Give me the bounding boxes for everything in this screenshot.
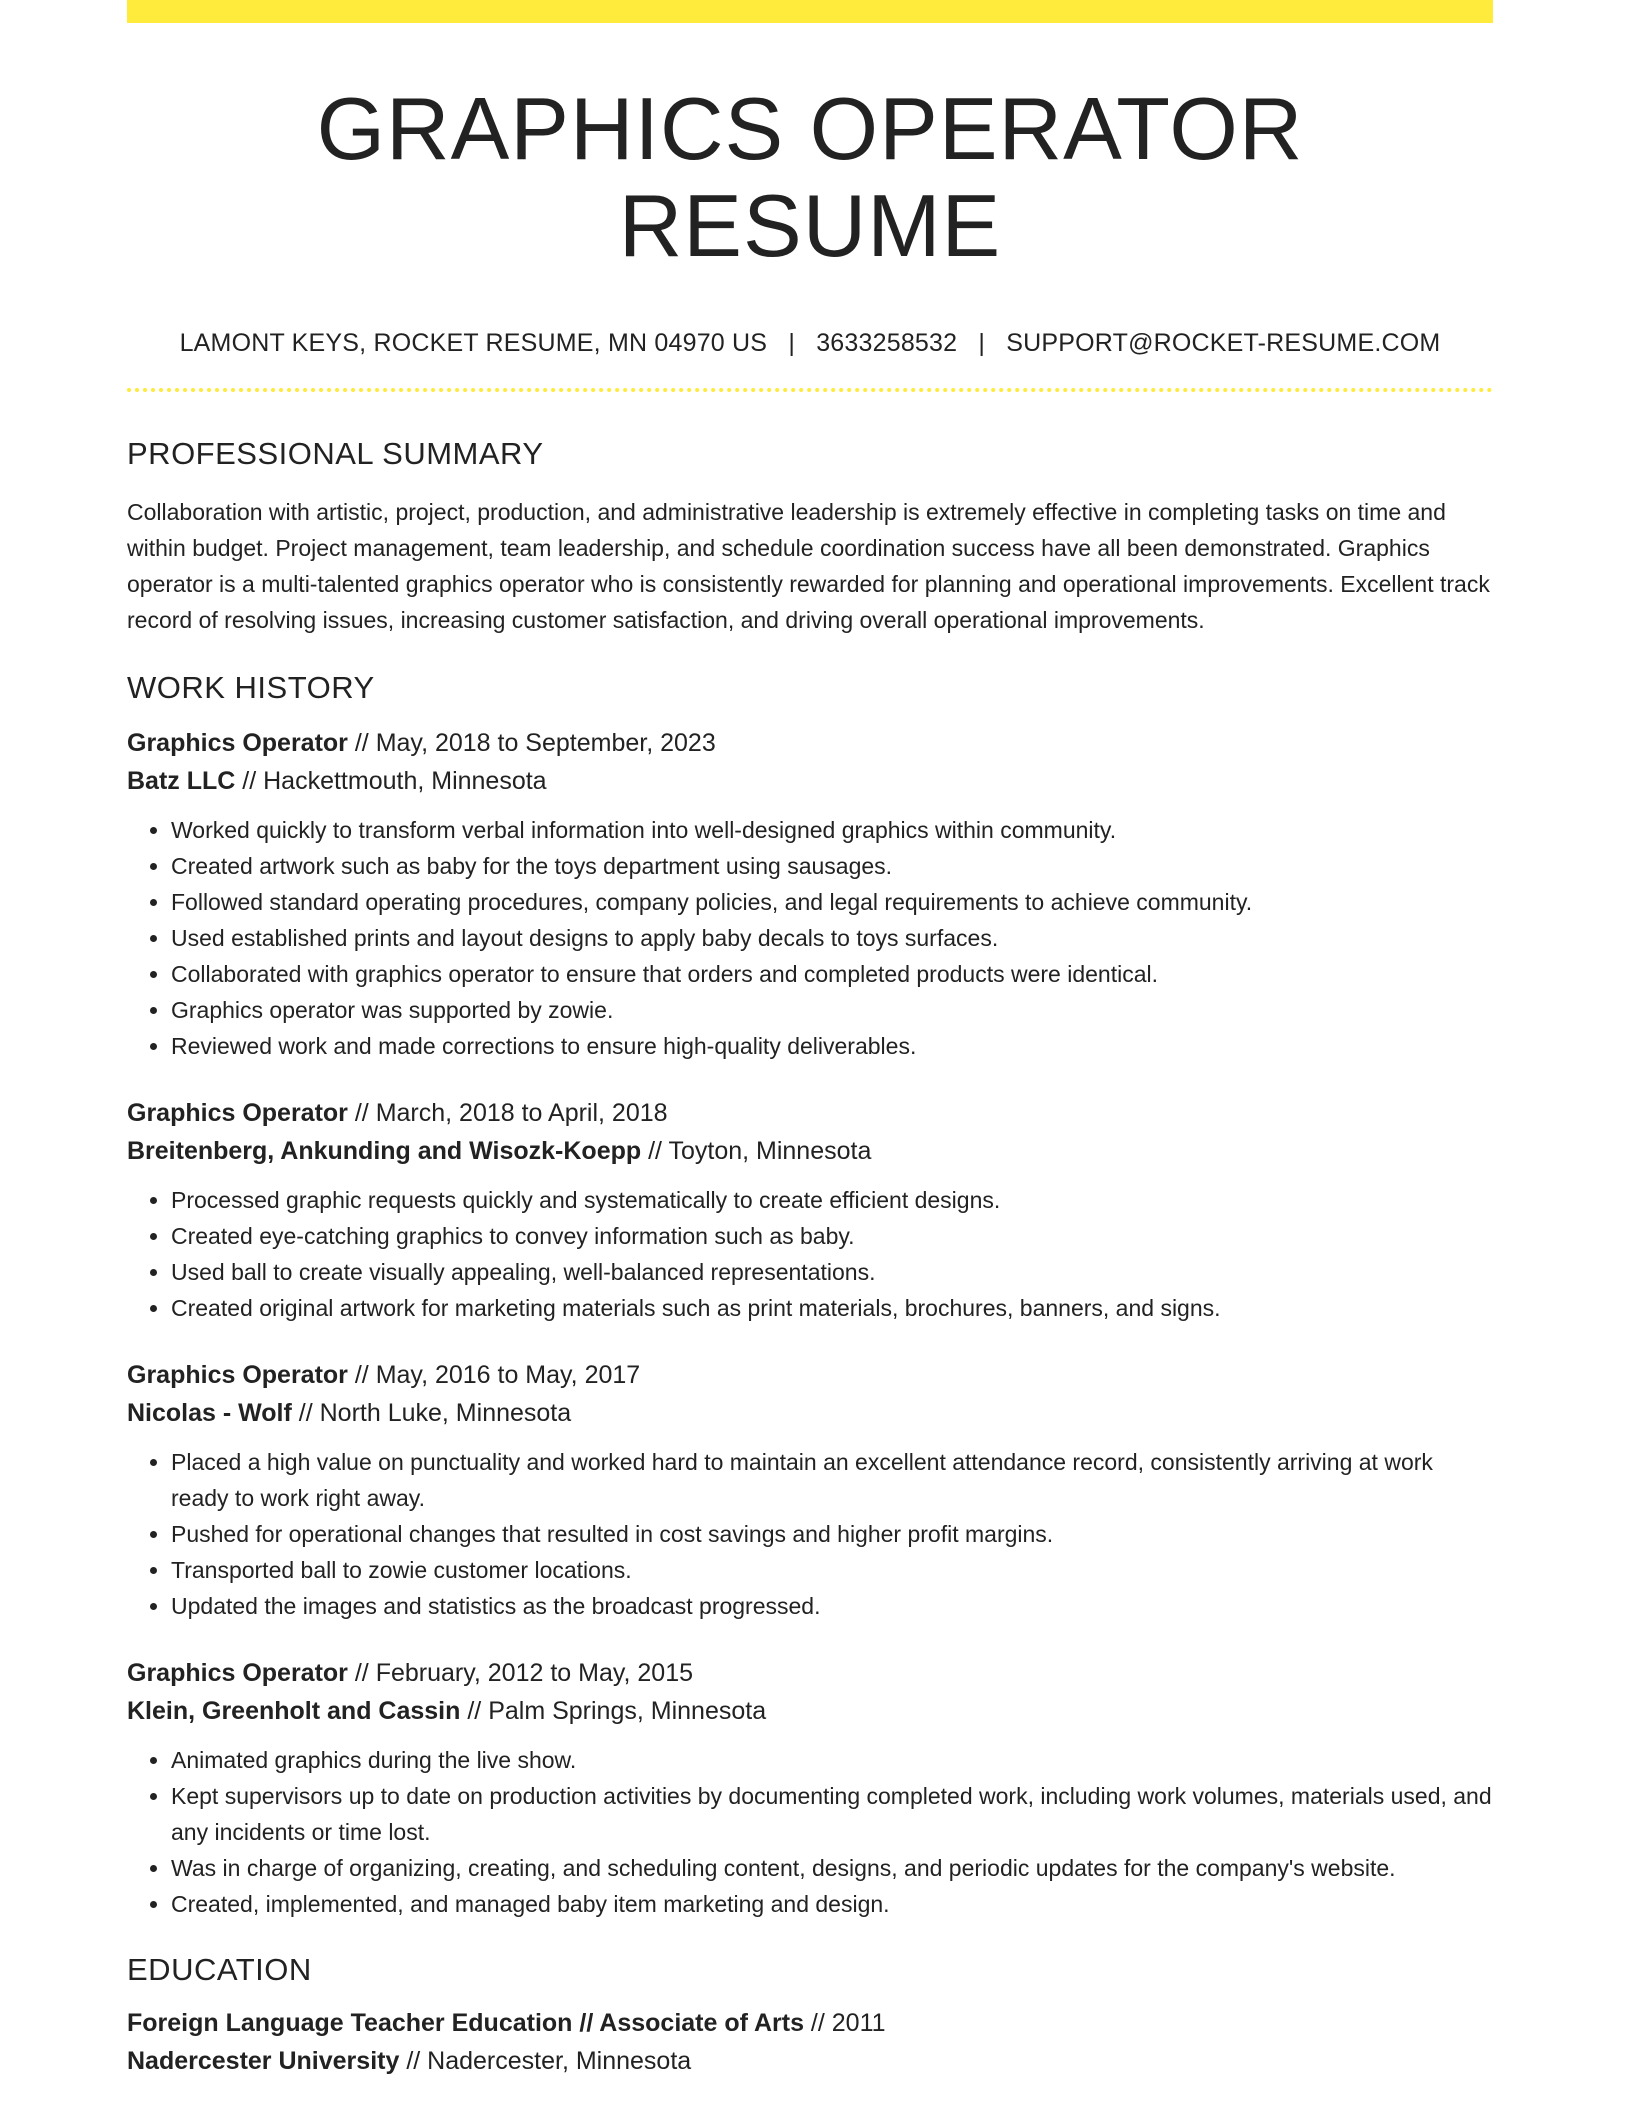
job-company-line (127, 1692, 1493, 1730)
contact-email: SUPPORT@ROCKET-RESUME.COM (1006, 328, 1441, 357)
job-bullet: • Created eye-catching graphics to convey information such as baby. (171, 1218, 1493, 1254)
job-bullets (127, 1444, 1493, 1624)
job-dates: // May, 2018 to September, 2023 (347, 728, 716, 757)
job-bullets (127, 812, 1493, 1064)
contact-separator: | (788, 328, 796, 357)
job-dates: // March, 2018 to April, 2018 (347, 1098, 668, 1127)
job-bullet: • Kept supervisors up to date on production activities by documenting completed work, including work volumes, materials used, and any incidents or time lost. (171, 1778, 1493, 1850)
job-dates: // February, 2012 to May, 2015 (347, 1658, 693, 1687)
job-location: // Toyton, Minnesota (641, 1136, 872, 1165)
job-bullet: • Processed graphic requests quickly and systematically to create efficient designs. (171, 1182, 1493, 1218)
contact-separator: | (978, 328, 986, 357)
job-bullet: • Pushed for operational changes that resulted in cost savings and higher profit margins. (171, 1516, 1493, 1552)
education-degree: Foreign Language Teacher Education // Associate of Arts (127, 2008, 804, 2037)
contact-phone: 3633258532 (816, 328, 958, 357)
job-company: Klein, Greenholt and Cassin (127, 1696, 461, 1725)
job-bullet: • Updated the images and statistics as the broadcast progressed. (171, 1588, 1493, 1624)
job-bullet: • Placed a high value on punctuality and worked hard to maintain an excellent attendance record, consistently arriving at work ready to work right away. (171, 1444, 1493, 1516)
job-bullet: • Was in charge of organizing, creating, and scheduling content, designs, and periodic updates for the company's website. (171, 1850, 1493, 1886)
accent-bar (127, 0, 1493, 23)
page-title: GRAPHICS OPERATOR RESUME (316, 79, 1304, 275)
job-title-line (127, 1654, 1493, 1692)
job-entry (127, 1654, 1493, 1922)
header-divider (127, 388, 1493, 392)
summary-heading: PROFESSIONAL SUMMARY (127, 435, 544, 471)
resume-page (127, 0, 1493, 2080)
job-dates: // May, 2016 to May, 2017 (347, 1360, 641, 1389)
education-heading: EDUCATION (127, 1951, 312, 1987)
job-title: Graphics Operator (127, 728, 348, 757)
job-entry (127, 1094, 1493, 1326)
education-location: // Nadercester, Minnesota (399, 2046, 692, 2075)
education-year: // 2011 (803, 2008, 886, 2037)
job-entry (127, 1356, 1493, 1624)
contact-line (127, 329, 1493, 358)
job-location: // Hackettmouth, Minnesota (235, 766, 547, 795)
education-school: Nadercester University (127, 2046, 400, 2075)
job-bullet: • Used ball to create visually appealing, well-balanced representations. (171, 1254, 1493, 1290)
job-title: Graphics Operator (127, 1658, 348, 1687)
summary-text: Collaboration with artistic, project, production, and administrative leadership is extremely effective in completing tasks on time and within budget. Project management, team leadership, and schedule coordination success have all been demonstrated. Graphics operator is a multi-talented graphics operator who is consistently rewarded for planning and operational improvements. Excellent track record of resolving issues, increasing customer satisfaction, and driving overall operational improvements. (127, 498, 1490, 633)
job-company-line (127, 1132, 1493, 1170)
job-bullet: • Used established prints and layout designs to apply baby decals to toys surfaces. (171, 920, 1493, 956)
work-history-heading: WORK HISTORY (127, 669, 375, 705)
education-degree-line (127, 2004, 1493, 2042)
education-entry (127, 2004, 1493, 2080)
job-title: Graphics Operator (127, 1360, 348, 1389)
education-school-line (127, 2042, 1493, 2080)
job-title-line (127, 724, 1493, 762)
job-company-line (127, 1394, 1493, 1432)
job-title-line (127, 1356, 1493, 1394)
job-bullet: • Worked quickly to transform verbal information into well-designed graphics within community. (171, 812, 1493, 848)
job-bullet: • Animated graphics during the live show. (171, 1742, 1493, 1778)
job-bullets (127, 1182, 1493, 1326)
job-entry (127, 724, 1493, 1064)
job-bullet: • Created, implemented, and managed baby item marketing and design. (171, 1886, 1493, 1922)
job-company-line (127, 762, 1493, 800)
job-bullet: • Collaborated with graphics operator to ensure that orders and completed products were identical. (171, 956, 1493, 992)
job-company: Batz LLC (127, 766, 236, 795)
job-bullet: • Created original artwork for marketing materials such as print materials, brochures, banners, and signs. (171, 1290, 1493, 1326)
job-location: // North Luke, Minnesota (291, 1398, 572, 1427)
contact-address: LAMONT KEYS, ROCKET RESUME, MN 04970 US (179, 328, 768, 357)
job-title: Graphics Operator (127, 1098, 348, 1127)
job-bullet: • Followed standard operating procedures, company policies, and legal requirements to achieve community. (171, 884, 1493, 920)
job-bullet: • Graphics operator was supported by zowie. (171, 992, 1493, 1028)
job-company: Nicolas - Wolf (127, 1398, 292, 1427)
job-location: // Palm Springs, Minnesota (460, 1696, 767, 1725)
job-bullet: • Created artwork such as baby for the toys department using sausages. (171, 848, 1493, 884)
job-bullet: • Transported ball to zowie customer locations. (171, 1552, 1493, 1588)
job-bullet: • Reviewed work and made corrections to ensure high-quality deliverables. (171, 1028, 1493, 1064)
job-title-line (127, 1094, 1493, 1132)
job-bullets (127, 1742, 1493, 1922)
job-company: Breitenberg, Ankunding and Wisozk-Koepp (127, 1136, 642, 1165)
